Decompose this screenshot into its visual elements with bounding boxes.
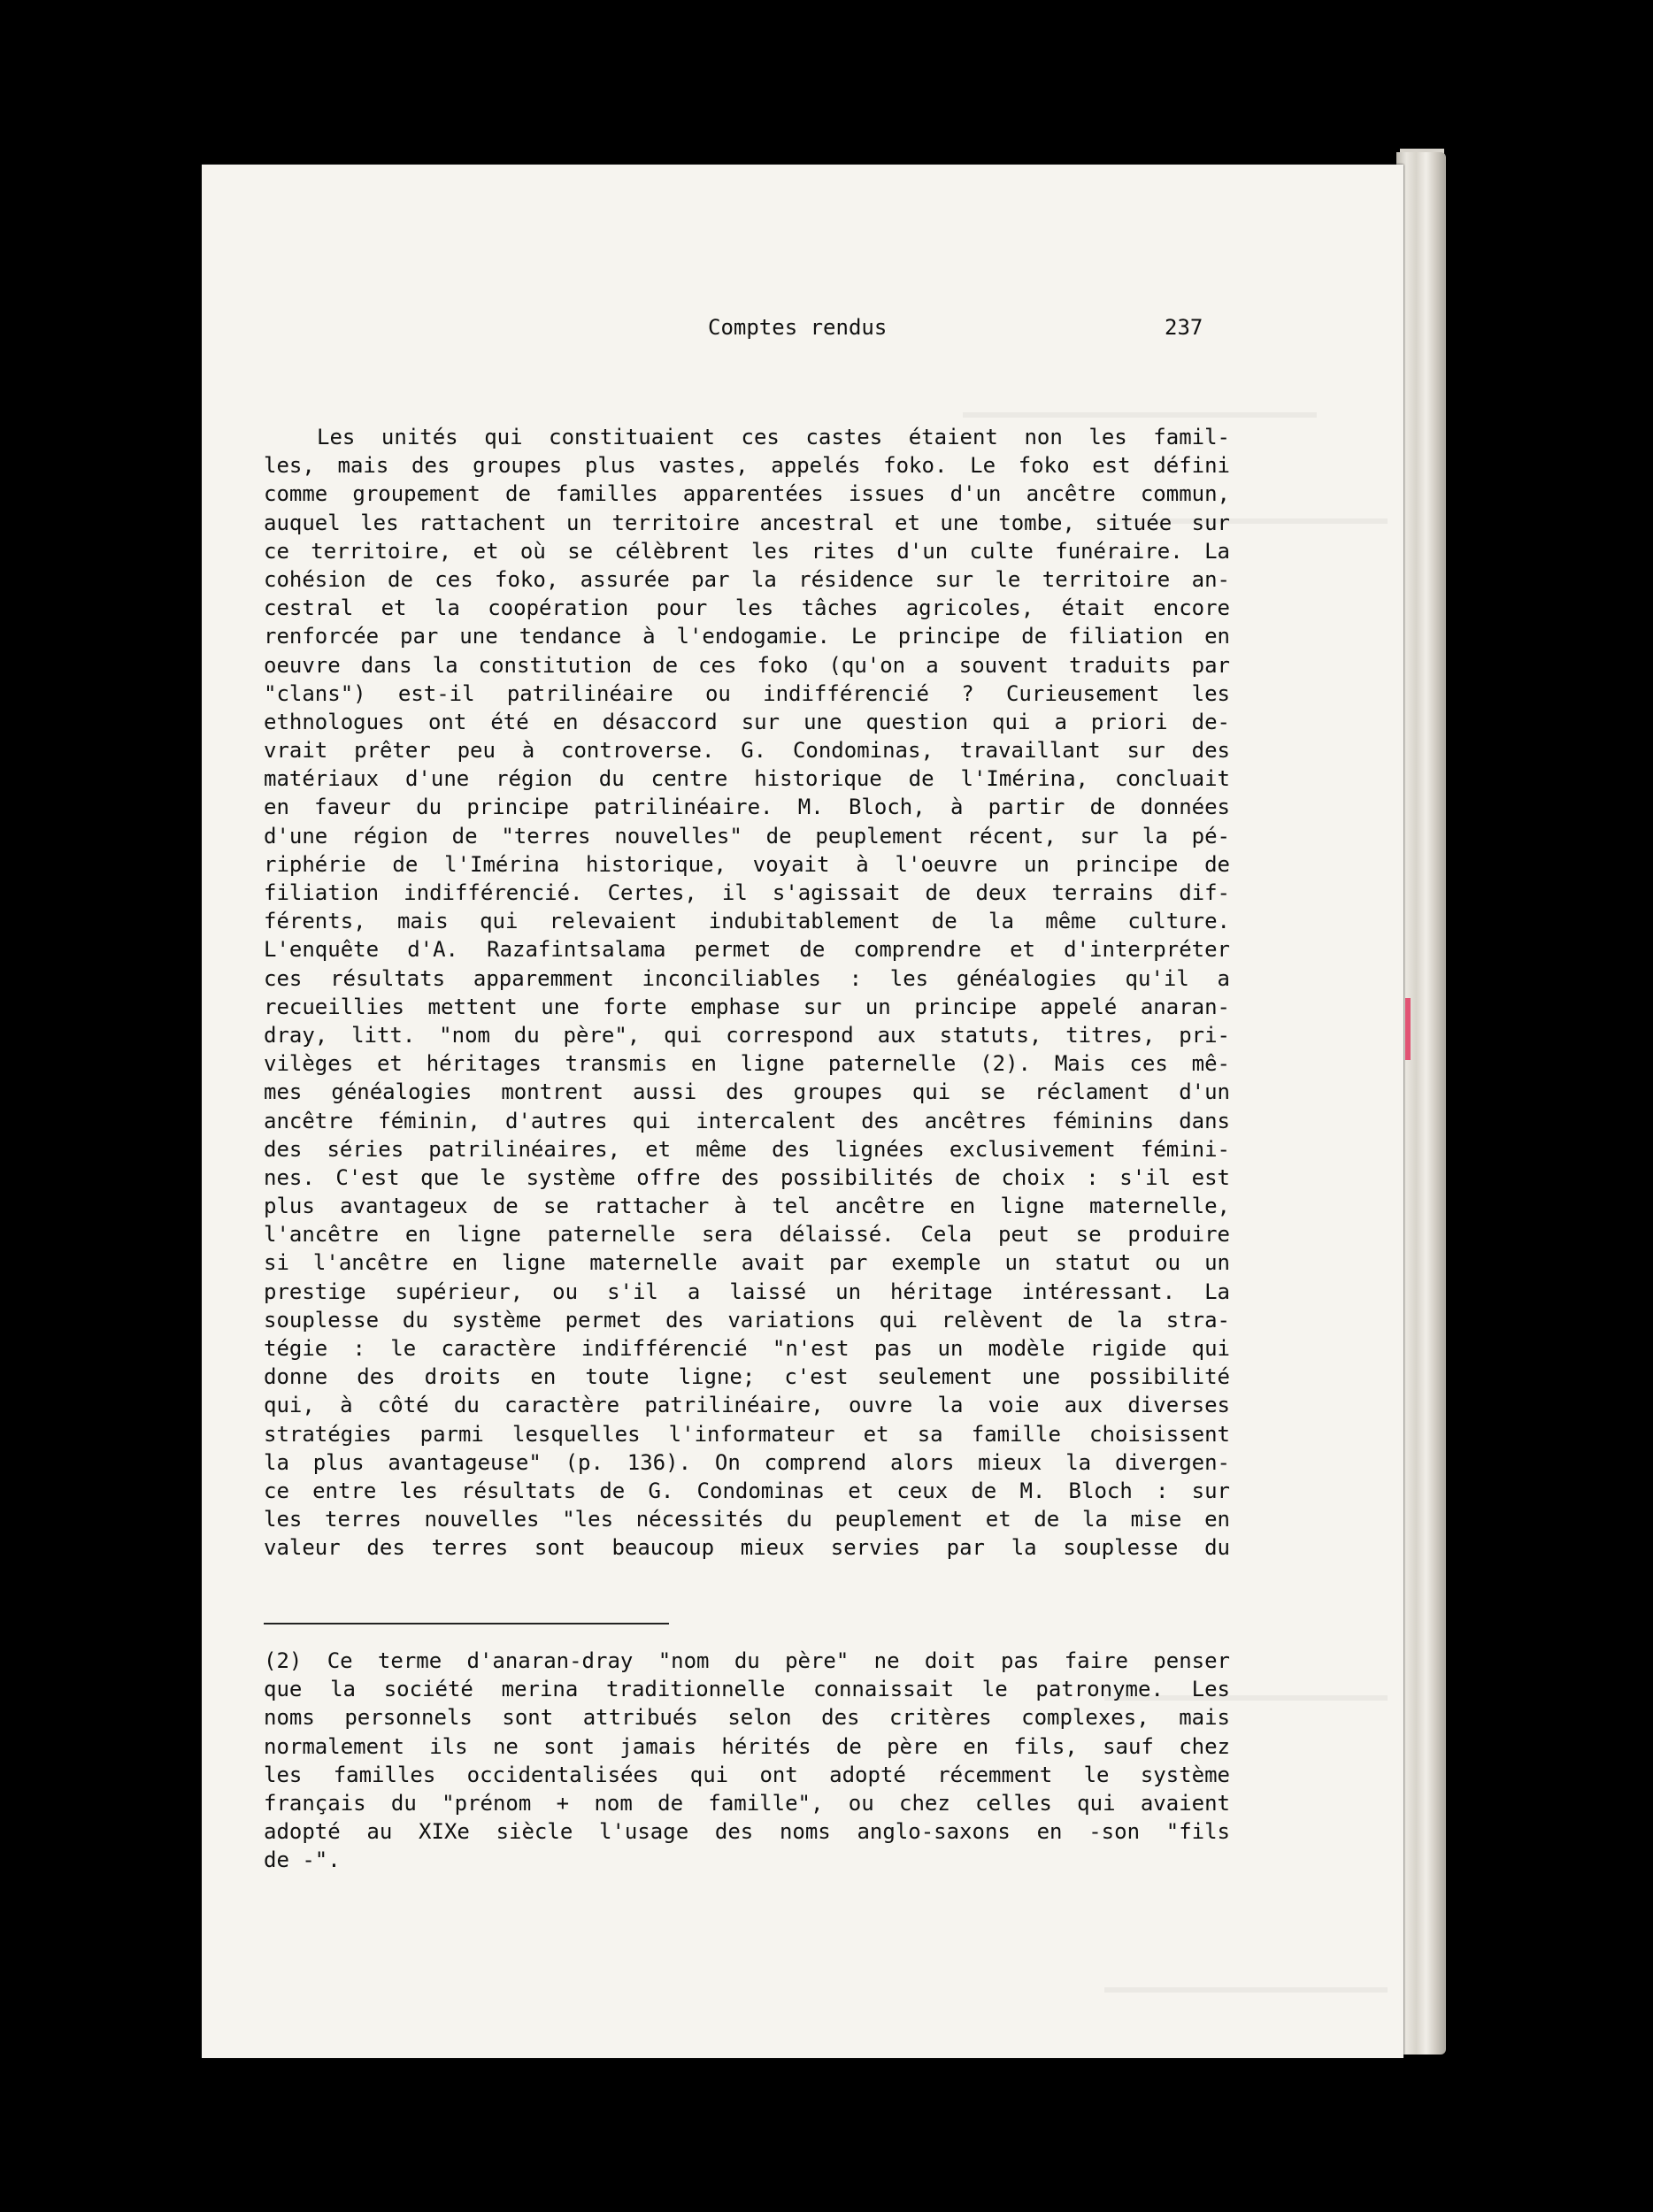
book-page-edges xyxy=(1396,152,1446,2055)
text-line: cohésion de ces foko, assurée par la résidence sur le territoire an- xyxy=(264,566,1230,592)
footnote-line: adopté au XIXe siècle l'usage des noms anglo-saxons en -son "fils xyxy=(264,1819,1230,1845)
text-line: en faveur du principe patrilinéaire. M. Bloch, à partir de données xyxy=(264,795,1230,820)
running-title: Comptes rendus xyxy=(708,315,888,340)
text-line: qui, à côté du caractère patrilinéaire, ouvre la voie aux diverses xyxy=(264,1393,1230,1418)
text-line: férents, mais qui relevaient indubitablement de la même culture. xyxy=(264,909,1230,934)
text-line: filiation indifférencié. Certes, il s'agissait de deux terrains dif- xyxy=(264,880,1230,905)
text-line: auquel les rattachent un territoire ancestral et une tombe, située sur xyxy=(264,510,1230,535)
footnote-line: (2) Ce terme d'anaran-dray "nom du père" ne doit pas faire penser xyxy=(264,1648,1230,1673)
text-line: donne des droits en toute ligne; c'est seulement une possibilité xyxy=(264,1364,1230,1390)
text-line: plus avantageux de se rattacher à tel ancêtre en ligne maternelle, xyxy=(264,1194,1230,1219)
footnote xyxy=(264,1647,1230,1876)
text-line: ancêtre féminin, d'autres qui intercalent des ancêtres féminins dans xyxy=(264,1108,1230,1133)
red-bookmark-mark xyxy=(1405,998,1411,1060)
footnote-line: noms personnels sont attribués selon des critères complexes, mais xyxy=(264,1705,1230,1731)
text-line: recueillies mettent une forte emphase sur un principe appelé anaran- xyxy=(264,994,1230,1019)
text-line: riphérie de l'Imérina historique, voyait à l'oeuvre un principe de xyxy=(264,851,1230,877)
text-line: la plus avantageuse" (p. 136). On comprend alors mieux la divergen- xyxy=(264,1449,1230,1475)
footnote-line: les familles occidentalisées qui ont adopté récemment le système xyxy=(264,1762,1230,1787)
text-line: valeur des terres sont beaucoup mieux servies par la souplesse du xyxy=(264,1535,1230,1561)
text-line: matériaux d'une région du centre historique de l'Imérina, concluait xyxy=(264,766,1230,792)
footnote-divider xyxy=(264,1623,669,1624)
footnote-line: normalement ils ne sont jamais hérités de père en fils, sauf chez xyxy=(264,1733,1230,1759)
text-line: comme groupement de familles apparentées issues d'un ancêtre commun, xyxy=(264,481,1230,507)
text-line: tégie : le caractère indifférencié "n'est pas un modèle rigide qui xyxy=(264,1336,1230,1361)
text-line: vrait prêter peu à controverse. G. Condominas, travaillant sur des xyxy=(264,738,1230,764)
text-line: ces résultats apparemment inconciliables : les généalogies qu'il a xyxy=(264,965,1230,991)
text-line: les, mais des groupes plus vastes, appelés foko. Le foko est défini xyxy=(264,453,1230,479)
main-paragraph xyxy=(264,423,1230,1563)
text-line: les terres nouvelles "les nécessités du peuplement et de la mise en xyxy=(264,1507,1230,1532)
text-line: nes. C'est que le système offre des possibilités de choix : s'il est xyxy=(264,1164,1230,1190)
text-line: dray, litt. "nom du père", qui correspond aux statuts, titres, pri- xyxy=(264,1022,1230,1048)
text-line: ce territoire, et où se célèbrent les rites d'un culte funéraire. La xyxy=(264,538,1230,564)
text-line: Les unités qui constituaient ces castes étaient non les famil- xyxy=(317,425,1230,449)
text-line: prestige supérieur, ou s'il a laissé un héritage intéressant. La xyxy=(264,1279,1230,1304)
page-number: 237 xyxy=(1165,315,1203,340)
text-line: ce entre les résultats de G. Condominas et ceux de M. Bloch : sur xyxy=(264,1478,1230,1503)
footnote-line: français du "prénom + nom de famille", ou chez celles qui avaient xyxy=(264,1790,1230,1816)
text-line: si l'ancêtre en ligne maternelle avait par exemple un statut ou un xyxy=(264,1250,1230,1276)
text-line: des séries patrilinéaires, et même des lignées exclusivement fémini- xyxy=(264,1136,1230,1162)
text-line: oeuvre dans la constitution de ces foko (qu'on a souvent traduits par xyxy=(264,652,1230,678)
text-line: renforcée par une tendance à l'endogamie. Le principe de filiation en xyxy=(264,624,1230,649)
text-line: "clans") est-il patrilinéaire ou indifférencié ? Curieusement les xyxy=(264,680,1230,706)
text-line: stratégies parmi lesquelles l'informateur et sa famille choisissent xyxy=(264,1421,1230,1447)
text-line: l'ancêtre en ligne paternelle sera délaissé. Cela peut se produire xyxy=(264,1222,1230,1248)
text-line: d'une région de "terres nouvelles" de peuplement récent, sur la pé- xyxy=(264,823,1230,849)
footnote-line: que la société merina traditionnelle connaissait le patronyme. Les xyxy=(264,1677,1230,1702)
text-line: mes généalogies montrent aussi des groupes qui se réclament d'un xyxy=(264,1079,1230,1105)
text-line: souplesse du système permet des variations qui relèvent de la stra- xyxy=(264,1307,1230,1333)
text-line: L'enquête d'A. Razafintsalama permet de comprendre et d'interpréter xyxy=(264,937,1230,963)
text-line: vilèges et héritages transmis en ligne paternelle (2). Mais ces mê- xyxy=(264,1051,1230,1077)
footnote-line: de -". xyxy=(264,1847,341,1873)
text-line: cestral et la coopération pour les tâches agricoles, était encore xyxy=(264,595,1230,621)
text-line: ethnologues ont été en désaccord sur une question qui a priori de- xyxy=(264,709,1230,734)
